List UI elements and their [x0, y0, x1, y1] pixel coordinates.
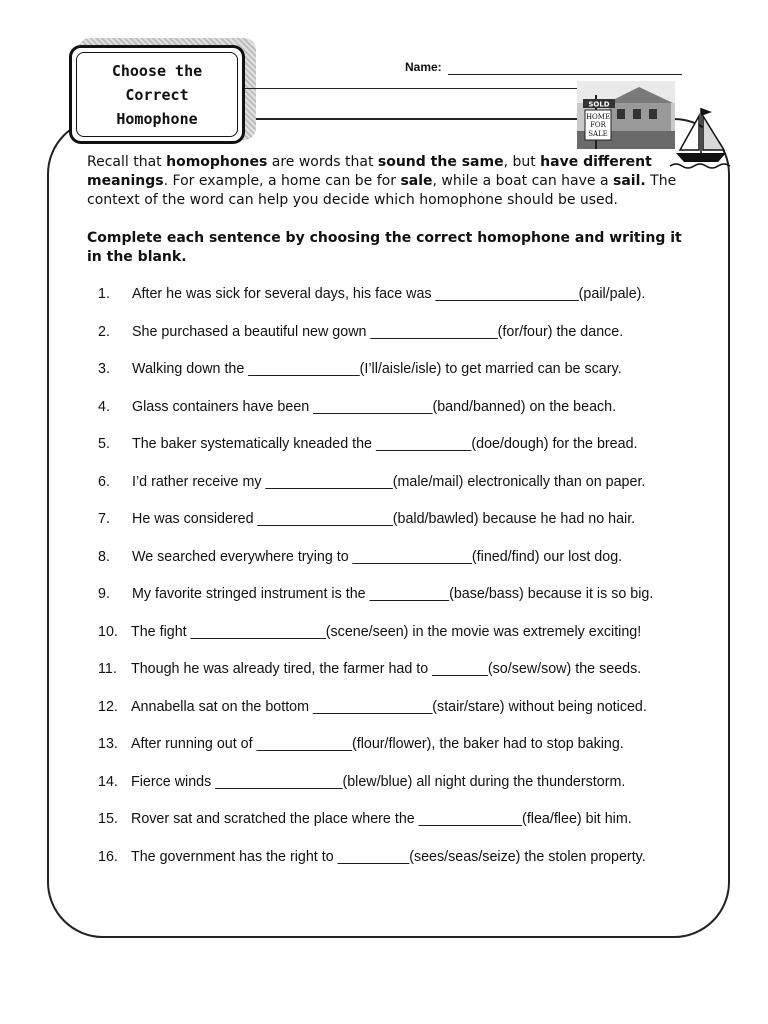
intro-bold-term: have different meanings: [87, 154, 652, 189]
question-number: 10.: [98, 623, 118, 640]
intro-text: are words that: [267, 154, 378, 170]
question-number: 16.: [98, 848, 118, 865]
question-number: 9.: [98, 586, 110, 602]
question-number: 11.: [98, 661, 117, 677]
instructions: Complete each sentence by choosing the correct homophone and writing it in the blank.: [87, 230, 682, 265]
intro-text: Recall that: [87, 154, 167, 170]
title-line-2: Correct: [125, 85, 189, 104]
question-number: 7.: [98, 511, 110, 527]
question-item[interactable]: [98, 624, 718, 662]
question-number: 1.: [98, 286, 110, 302]
sign-sold: SOLD: [588, 100, 610, 109]
name-blank[interactable]: [448, 74, 682, 75]
intro-bold-term: sale: [400, 173, 433, 189]
sign-for: FOR: [590, 121, 606, 129]
question-text: The baker systematically kneaded the ____________(doe/dough) for the bread.: [132, 436, 638, 452]
intro-text: , while a boat can have a: [432, 173, 614, 189]
question-number: 14.: [98, 773, 118, 790]
question-text: Fierce winds ________________(blew/blue) all night during the thunderstorm.: [131, 773, 626, 790]
question-item[interactable]: [98, 736, 718, 774]
question-item[interactable]: [98, 286, 718, 324]
question-item[interactable]: [98, 699, 718, 737]
question-text: The fight _________________(scene/seen) in the movie was extremely exciting!: [131, 623, 642, 640]
sign-home: HOME: [585, 113, 611, 121]
question-number: 2.: [98, 323, 110, 340]
question-number: 6.: [98, 473, 110, 490]
question-number: 13.: [98, 736, 118, 752]
question-text: Though he was already tired, the farmer had to _______(so/sew/sow) the seeds.: [131, 661, 642, 677]
question-text: Annabella sat on the bottom _______________(stair/stare) without being noticed.: [131, 698, 647, 715]
question-text: He was considered _________________(bald/bawled) because he had no hair.: [132, 511, 636, 527]
question-text: Glass containers have been _______________(band/banned) on the beach.: [132, 398, 617, 415]
intro-text: , but: [503, 154, 541, 170]
title-line-3: Homophone: [116, 109, 198, 128]
intro-paragraph: [87, 153, 687, 210]
question-number: 4.: [98, 398, 110, 415]
question-text: After running out of ____________(flour/flower), the baker had to stop baking.: [131, 736, 624, 752]
question-item[interactable]: [98, 436, 718, 474]
question-text: We searched everywhere trying to _______________(fined/find) our lost dog.: [132, 548, 623, 565]
question-item[interactable]: [98, 399, 718, 437]
question-item[interactable]: [98, 474, 718, 512]
question-item[interactable]: [98, 661, 718, 699]
sign-sale: SALE: [588, 130, 608, 138]
question-item[interactable]: [98, 324, 718, 362]
question-list: [98, 286, 718, 886]
question-item[interactable]: [98, 849, 718, 887]
question-item[interactable]: [98, 549, 718, 587]
question-text: The government has the right to _________(sees/seas/seize) the stolen property.: [131, 848, 646, 865]
question-item[interactable]: [98, 586, 718, 624]
question-number: 8.: [98, 548, 110, 565]
intro-bold-term: homophones: [166, 154, 268, 170]
question-number: 5.: [98, 436, 110, 452]
question-text: Rover sat and scratched the place where the _____________(flea/flee) bit him.: [131, 811, 632, 827]
question-number: 3.: [98, 361, 110, 377]
intro-bold-term: sound the same: [377, 154, 504, 170]
question-number: 12.: [98, 698, 118, 715]
question-text: Walking down the ______________(I’ll/aisle/isle) to get married can be scary.: [132, 361, 622, 377]
question-text: After he was sick for several days, his face was __________________(pail/pale).: [132, 286, 646, 302]
question-text: She purchased a beautiful new gown ________________(for/four) the dance.: [132, 323, 624, 340]
intro-bold-term: sail.: [613, 173, 646, 189]
question-text: My favorite stringed instrument is the __________(base/bass) because it is so big.: [132, 586, 654, 602]
title-box-inner: [76, 52, 238, 137]
question-item[interactable]: [98, 361, 718, 399]
question-item[interactable]: [98, 511, 718, 549]
header-rule: [245, 88, 580, 89]
question-item[interactable]: [98, 811, 718, 849]
title-box: [69, 45, 245, 144]
intro-text: The context of the word can help you decide which homophone should be used.: [87, 173, 677, 208]
name-label: Name:: [405, 60, 442, 74]
question-number: 15.: [98, 811, 118, 827]
question-item[interactable]: [98, 774, 718, 812]
intro-text: . For example, a home can be for: [163, 173, 401, 189]
title-line-1: Choose the: [111, 61, 203, 80]
house-for-sale-image: [577, 81, 675, 149]
question-text: I’d rather receive my ________________(male/mail) electronically than on paper.: [132, 473, 646, 490]
